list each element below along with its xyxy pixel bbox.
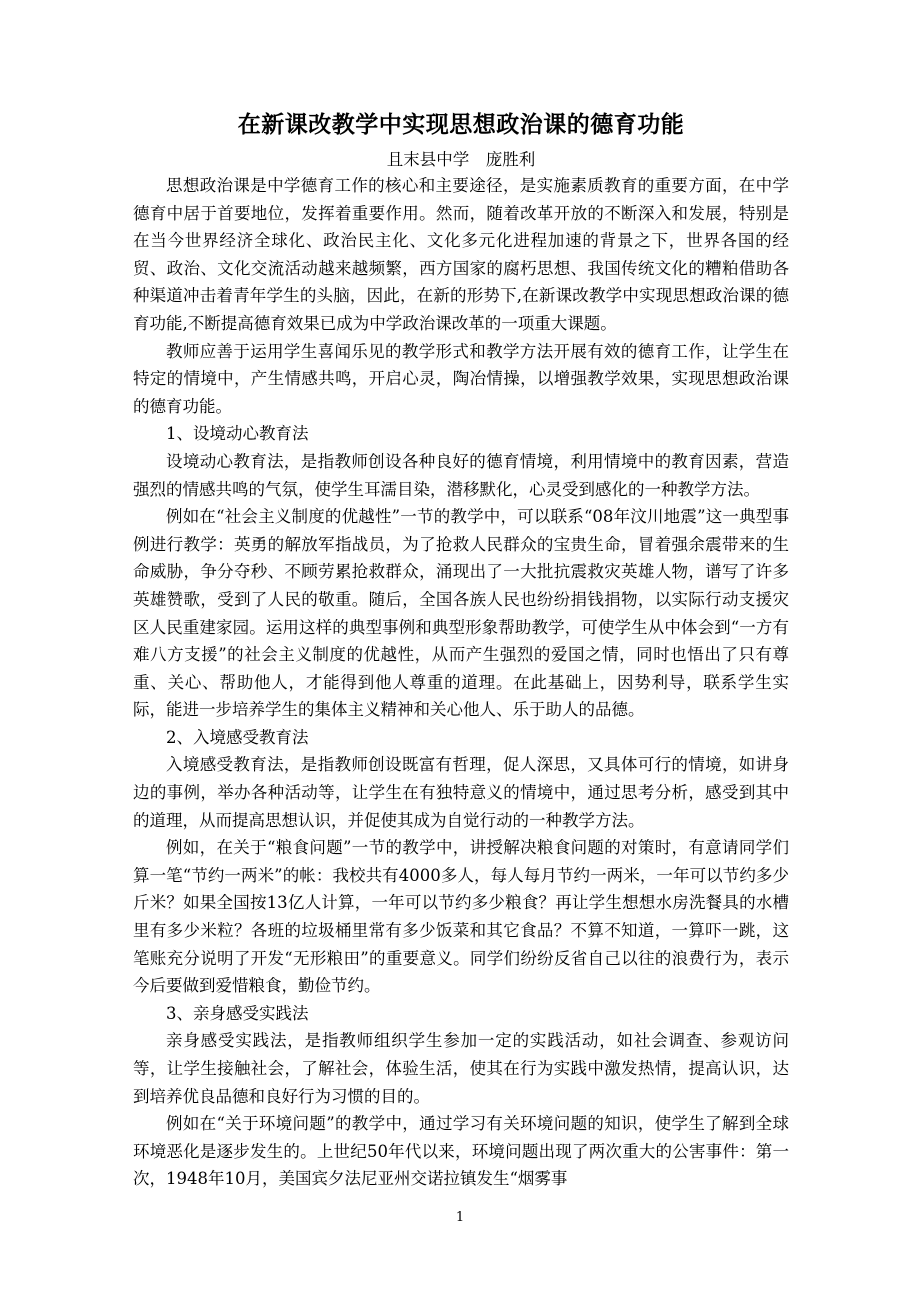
page-number: 1 [455,1210,465,1225]
paragraph-section-1-definition: 设境动心教育法，是指教师创设各种良好的德育情境，利用情境中的教育因素，营造强烈的情感共鸣的气氛，使学生耳濡目染，潜移默化，心灵受到感化的一种教学方法。 [133,451,789,499]
paragraph-method-overview: 教师应善于运用学生喜闻乐见的教学形式和教学方法开展有效的德育工作，让学生在特定的情境中，产生情感共鸣，开启心灵，陶冶情操，以增强教学效果，实现思想政治课的德育功能。 [133,341,789,416]
document-page [133,110,789,1193]
paragraph-intro: 思想政治课是中学德育工作的核心和主要途径，是实施素质教育的重要方面，在中学德育中居于首要地位，发挥着重要作用。然而，随着改革开放的不断深入和发展，特别是在当今世界经济全球化、政治民主化、文化多元化进程加速的背景之下，世界各国的经贸、政治、文化交流活动越来越频繁，西方国家的腐朽思想、我国传统文化的糟粕借助各种渠道冲击着青年学生的头脑，因此，在新的形势下,在新课改教学中实现思想政治课的德育功能,不断提高德育效果已成为中学政治课改革的一项重大课题。 [133,176,789,333]
paragraph-section-2-definition: 入境感受教育法，是指教师创设既富有哲理，促人深思，又具体可行的情境，如讲身边的事例，举办各种活动等，让学生在有独特意义的情境中，通过思考分析，感受到其中的道理，从而提高思想认识，并促使其成为自觉行动的一种教学方法。 [133,755,789,830]
paragraph-section-2-example: 例如，在关于“粮食问题”一节的教学中，讲授解决粮食问题的对策时，有意请同学们算一笔“节约一两米”的帐：我校共有4000多人，每人每月节约一两米，一年可以节约多少斤米？如果全国按13亿人计算，一年可以节约多少粮食？再让学生想想水房洗餐具的水槽里有多少米粒？各班的垃圾桶里常有多少饭菜和其它食品？不算不知道，一算吓一跳，这笔账充分说明了开发“无形粮田”的重要意义。同学们纷纷反省自己以往的浪费行为，表示今后要做到爱惜粮食，勤俭节约。 [133,838,789,996]
paragraph-section-3-example: 例如在“关于环境问题”的教学中，通过学习有关环境问题的知识，使学生了解到全球环境恶化是逐步发生的。上世纪50年代以来，环境问题出现了两次重大的公害事件：第一次，1948年10月，美国宾夕法尼亚州交诺拉镇发生“烟雾事 [133,1114,789,1189]
paragraph-section-3-definition: 亲身感受实践法，是指教师组织学生参加一定的实践活动，如社会调查、参观访问等，让学生接触社会，了解社会，体验生活，使其在行为实践中激发热情，提高认识，达到培养优良品德和良好行为习惯的目的。 [133,1031,789,1106]
section-heading-1: 1、设境动心教育法 [166,424,309,444]
paragraph-section-1-example: 例如在“社会主义制度的优越性”一节的教学中，可以联系“08年汶川地震”这一典型事例进行教学：英勇的解放军指战员，为了抢救人民群众的宝贵生命，冒着强余震带来的生命威胁，争分夺秒、不顾劳累抢救群众，涌现出了一大批抗震救灾英雄人物，谱写了许多英雄赞歌，受到了人民的敬重。随后，全国各族人民也纷纷捐钱捐物，以实际行动支援灾区人民重建家园。运用这样的典型事例和典型形象帮助教学，可使学生从中体会到“一方有难八方支援”的社会主义制度的优越性，从而产生强烈的爱国之情，同时也悟出了只有尊重、关心、帮助他人，才能得到他人尊重的道理。在此基础上，因势利导，联系学生实际，能进一步培养学生的集体主义精神和关心他人、乐于助人的品德。 [133,507,789,720]
document-title: 在新课改教学中实现思想政治课的德育功能 [237,112,685,138]
section-heading-2: 2、入境感受教育法 [166,727,309,747]
section-heading-3: 3、亲身感受实践法 [166,1003,309,1023]
document-author: 且末县中学 庞胜利 [386,150,536,169]
